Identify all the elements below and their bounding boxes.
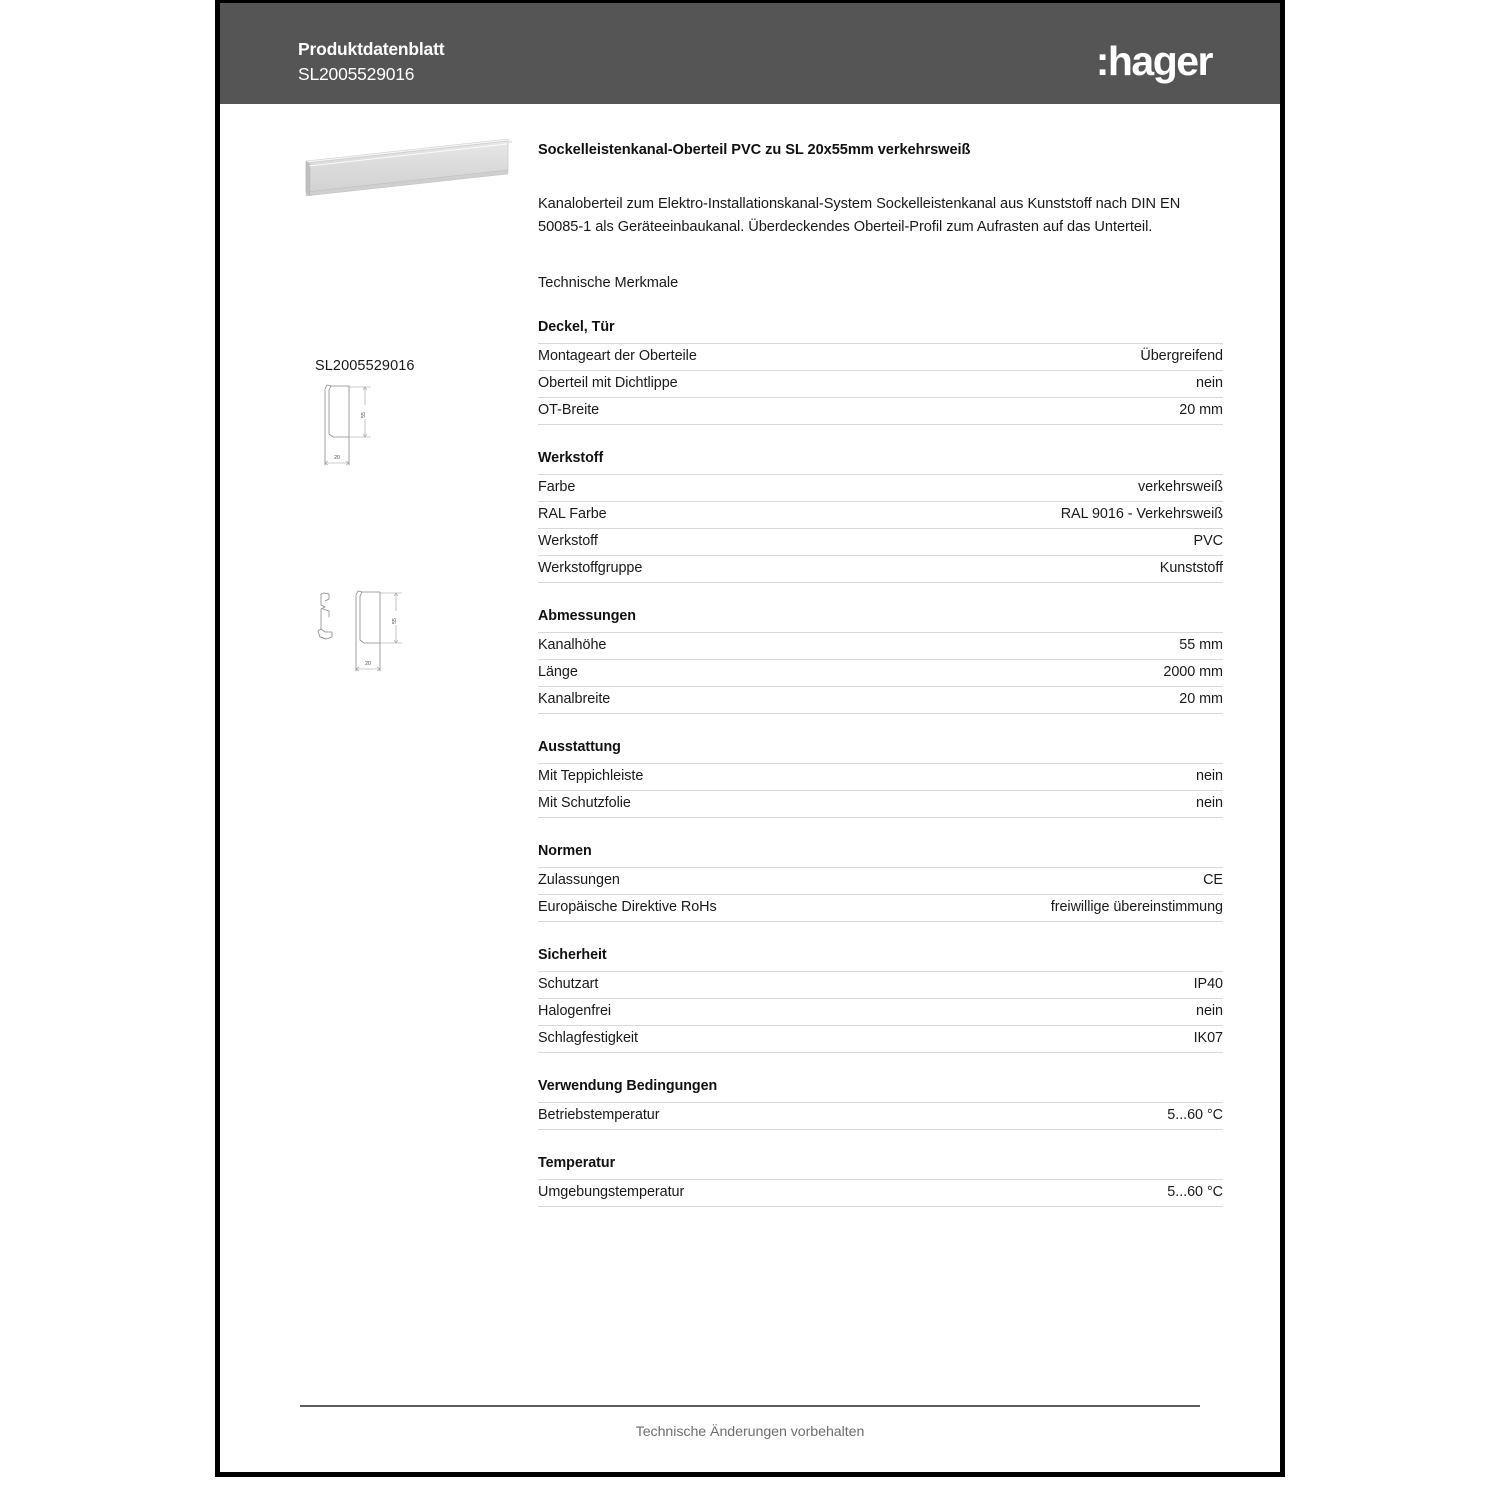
spec-value: 5...60 °C xyxy=(1167,1184,1223,1200)
page-body xyxy=(220,104,1280,1384)
page-header xyxy=(220,0,1280,104)
spec-section-title: Abmessungen xyxy=(538,608,636,624)
spec-key: Montageart der Oberteile xyxy=(538,348,697,364)
spec-key: Kanalhöhe xyxy=(538,637,607,653)
spec-section xyxy=(538,608,1223,714)
spec-value: PVC xyxy=(1193,533,1223,549)
technical-drawing-1 xyxy=(315,358,435,484)
spec-table xyxy=(538,1179,1223,1207)
spec-key: Schlagfestigkeit xyxy=(538,1030,638,1046)
spec-value: nein xyxy=(1195,768,1223,784)
spec-section xyxy=(538,843,1223,922)
document-title: Produktdatenblatt xyxy=(298,39,445,59)
spec-key: Kanalbreite xyxy=(538,691,611,707)
spec-row xyxy=(538,556,1223,583)
spec-key: Schutzart xyxy=(538,976,599,992)
cross-section-drawing-1-svg xyxy=(315,379,435,479)
spec-key: Mit Schutzfolie xyxy=(538,795,631,811)
spec-row xyxy=(538,371,1223,398)
spec-row xyxy=(538,868,1223,895)
spec-row xyxy=(538,660,1223,687)
spec-value: 5...60 °C xyxy=(1167,1107,1223,1123)
spec-row xyxy=(538,1180,1223,1207)
left-column xyxy=(300,130,530,667)
spec-value: 2000 mm xyxy=(1163,664,1223,680)
spec-sections-container xyxy=(538,319,1223,1207)
spec-value: freiwillige übereinstimmung xyxy=(1050,899,1223,915)
spec-key: Zulassungen xyxy=(538,872,620,888)
spec-value: IK07 xyxy=(1193,1030,1223,1046)
spec-key: Mit Teppichleiste xyxy=(538,768,644,784)
spec-value: Kunststoff xyxy=(1159,560,1223,576)
footer-note: Technische Änderungen vorbehalten xyxy=(635,1424,865,1440)
right-column xyxy=(538,140,1223,1207)
spec-section xyxy=(538,450,1223,583)
spec-section-title: Werkstoff xyxy=(538,450,604,466)
product-description: Kanaloberteil zum Elektro-Installationskanal-System Sockelleistenkanal aus Kunststoff nach DIN EN 50085-1 als Geräteeinbaukanal. Überdeckendes Oberteil-Profil zum Aufrasten auf das Unterteil. xyxy=(538,196,1181,235)
spec-key: Werkstoffgruppe xyxy=(538,560,643,576)
spec-value: CE xyxy=(1203,872,1223,888)
spec-row xyxy=(538,791,1223,818)
spec-value: nein xyxy=(1195,375,1223,391)
dimension-height-1: 55 xyxy=(361,412,367,418)
technical-features-heading: Technische Merkmale xyxy=(538,275,679,291)
spec-table xyxy=(538,763,1223,818)
spec-row xyxy=(538,1103,1223,1130)
spec-section-title: Temperatur xyxy=(538,1155,616,1171)
spec-row xyxy=(538,999,1223,1026)
spec-key: Werkstoff xyxy=(538,533,598,549)
spec-row xyxy=(538,475,1223,502)
dimension-height-2: 55 xyxy=(392,618,398,624)
spec-row xyxy=(538,529,1223,556)
spec-row xyxy=(538,764,1223,791)
spec-row xyxy=(538,1026,1223,1053)
spec-value: IP40 xyxy=(1193,976,1223,992)
spec-section-title: Sicherheit xyxy=(538,947,607,963)
spec-value: 20 mm xyxy=(1179,402,1223,418)
spec-section xyxy=(538,1078,1223,1130)
document-reference: SL2005529016 xyxy=(298,64,415,84)
spec-section-title: Normen xyxy=(538,843,592,859)
spec-row xyxy=(538,895,1223,922)
spec-section-title: Deckel, Tür xyxy=(538,319,615,335)
spec-key: RAL Farbe xyxy=(538,506,607,522)
spec-table xyxy=(538,343,1223,425)
spec-row xyxy=(538,344,1223,371)
spec-section-title: Ausstattung xyxy=(538,739,621,755)
footer-divider xyxy=(300,1405,1200,1407)
spec-value: Übergreifend xyxy=(1140,348,1223,364)
spec-section xyxy=(538,739,1223,818)
dimension-width-1: 20 xyxy=(334,455,340,461)
cross-section-drawing-2-svg xyxy=(310,585,445,680)
spec-key: Betriebstemperatur xyxy=(538,1107,660,1123)
spec-value: 55 mm xyxy=(1179,637,1223,653)
spec-key: Umgebungstemperatur xyxy=(538,1184,685,1200)
product-photo xyxy=(300,130,515,225)
spec-section xyxy=(538,947,1223,1053)
spec-table xyxy=(538,867,1223,922)
spec-table xyxy=(538,1102,1223,1130)
spec-table xyxy=(538,632,1223,714)
technical-drawing-2 xyxy=(310,585,445,685)
product-name: Sockelleistenkanal-Oberteil PVC zu SL 20x55mm verkehrsweiß xyxy=(538,142,971,158)
spec-section xyxy=(538,319,1223,425)
spec-key: Farbe xyxy=(538,479,576,495)
header-title-block xyxy=(298,37,444,87)
datasheet-page xyxy=(215,0,1285,1477)
page-footer xyxy=(220,1405,1280,1440)
spec-row xyxy=(538,687,1223,714)
spec-value: verkehrsweiß xyxy=(1138,479,1223,495)
spec-key: Oberteil mit Dichtlippe xyxy=(538,375,678,391)
spec-value: nein xyxy=(1195,1003,1223,1019)
spec-value: 20 mm xyxy=(1179,691,1223,707)
spec-section xyxy=(538,1155,1223,1207)
spec-row xyxy=(538,633,1223,660)
spec-key: Halogenfrei xyxy=(538,1003,612,1019)
drawing-label: SL2005529016 xyxy=(315,358,415,374)
spec-key: Länge xyxy=(538,664,578,680)
spec-value: RAL 9016 - Verkehrsweiß xyxy=(1060,506,1223,522)
spec-key: OT-Breite xyxy=(538,402,600,418)
hager-logo: :hager xyxy=(1095,38,1212,84)
spec-row xyxy=(538,398,1223,425)
spec-table xyxy=(538,474,1223,583)
spec-key: Europäische Direktive RoHs xyxy=(538,899,717,915)
spec-row xyxy=(538,502,1223,529)
spec-table xyxy=(538,971,1223,1053)
spec-value: nein xyxy=(1195,795,1223,811)
dimension-width-2: 20 xyxy=(365,661,371,667)
spec-row xyxy=(538,972,1223,999)
spec-section-title: Verwendung Bedingungen xyxy=(538,1078,718,1094)
